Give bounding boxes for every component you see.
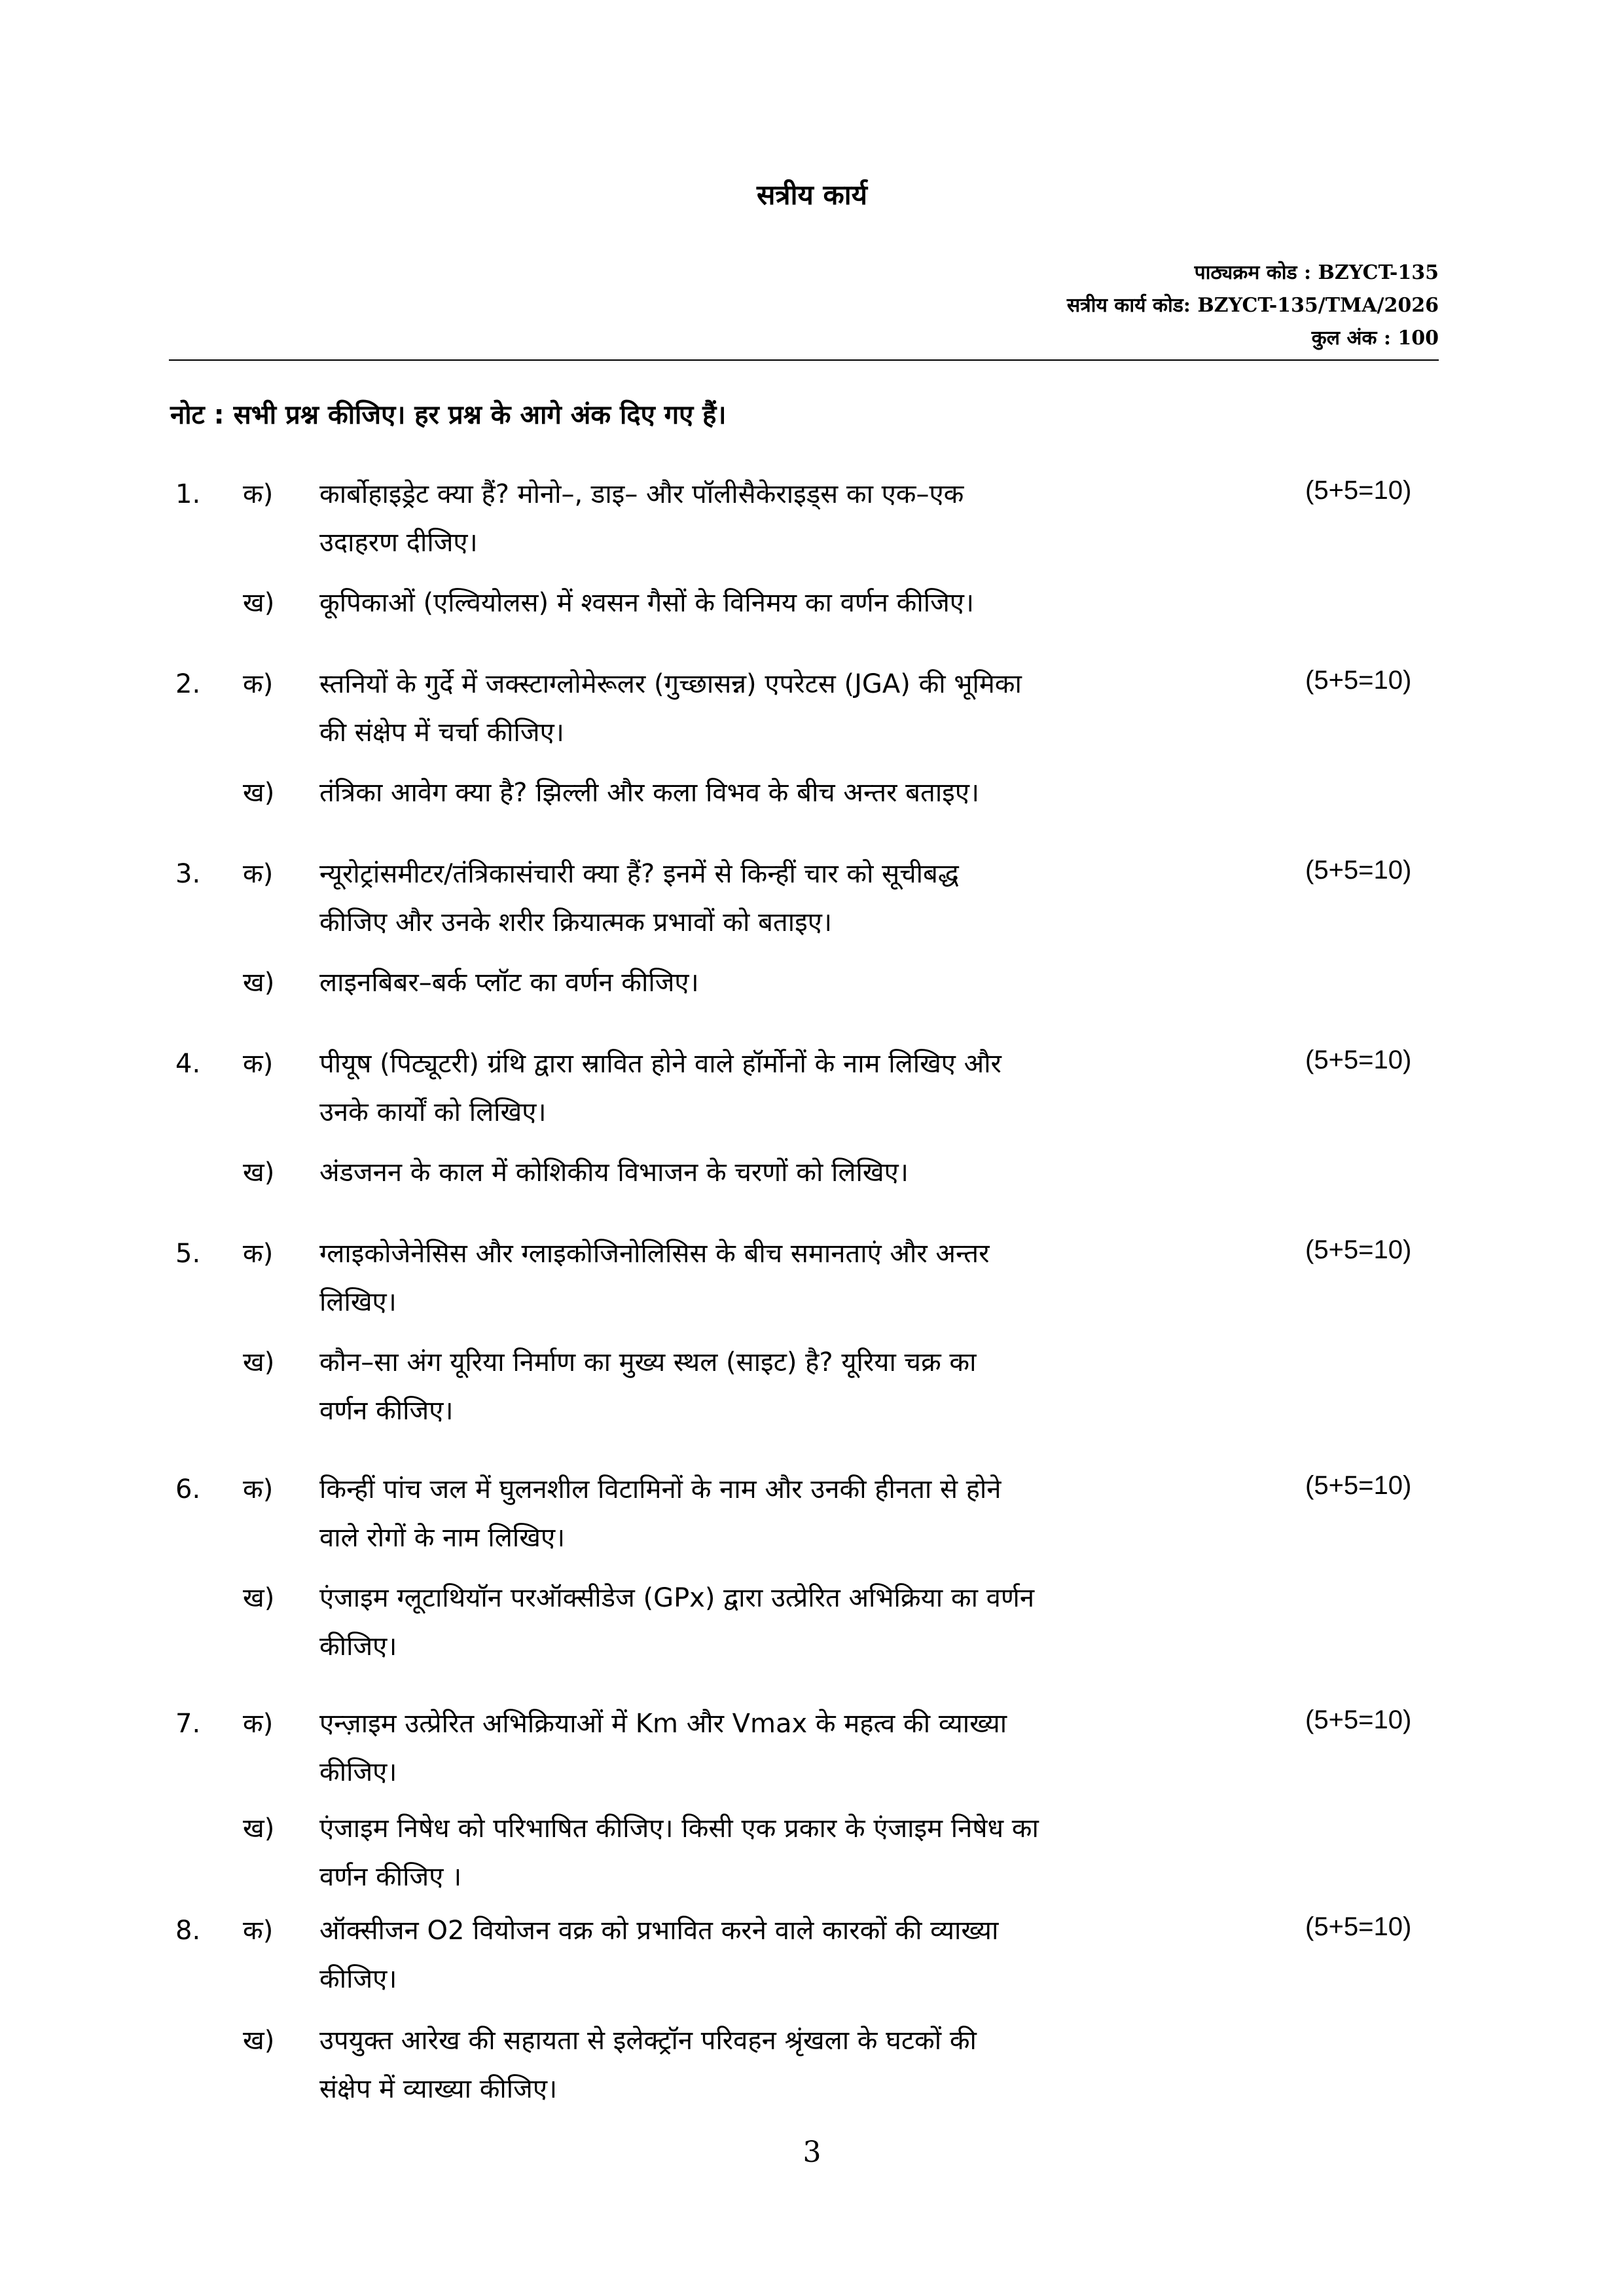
part-text: एंजाइम ग्लूटाथियॉन परऑक्सीडेज (GPx) द्वारा उत्प्रेरित अभिक्रिया का वर्णन कीजिए। (319, 1583, 1035, 1662)
part-label: ख) (243, 1583, 275, 1613)
instruction-note: नोट : सभी प्रश्न कीजिए। हर प्रश्न के आगे अंक दिए गए हैं। (170, 400, 727, 430)
max-marks: कुल अंक : 100 (1311, 327, 1439, 350)
question-number: 3. (175, 859, 201, 889)
course-code: पाठ्यक्रम कोड : BZYCT-135 (1194, 261, 1439, 284)
part-label: क) (243, 479, 274, 509)
question-marks: (5+5=10) (1305, 1235, 1412, 1264)
question-marks: (5+5=10) (1305, 856, 1412, 884)
part-label: क) (243, 669, 274, 699)
part-text: अंडजनन के काल में कोशिकीय विभाजन के चरणों को लिखिए। (319, 1157, 909, 1188)
part-label: क) (243, 1474, 274, 1504)
page-number: 3 (803, 2136, 821, 2169)
part-label: क) (243, 1049, 274, 1079)
question-marks: (5+5=10) (1305, 1471, 1412, 1500)
question-marks: (5+5=10) (1305, 1705, 1412, 1734)
question-number: 6. (175, 1474, 201, 1504)
part-text: उपयुक्त आरेख की सहायता से इलेक्ट्रॉन परिवहन श्रृंखला के घटकों की संक्षेप में व्याख्या कीजिए। (319, 2026, 977, 2104)
part-text: कौन–सा अंग यूरिया निर्माण का मुख्य स्थल (साइट) है? यूरिया चक्र का वर्णन कीजिए। (319, 1347, 977, 1426)
question-marks: (5+5=10) (1305, 1046, 1412, 1074)
part-label: ख) (243, 778, 275, 808)
part-label: ख) (243, 1157, 275, 1188)
part-label: क) (243, 1916, 274, 1946)
document-title: सत्रीय कार्य (757, 179, 867, 211)
question-marks: (5+5=10) (1305, 1912, 1412, 1941)
header-divider (169, 359, 1439, 361)
question-number: 5. (175, 1239, 201, 1269)
question-marks: (5+5=10) (1305, 476, 1412, 505)
part-text: एंजाइम निषेध को परिभाषित कीजिए। किसी एक प्रकार के एंजाइम निषेध का वर्णन कीजिए । (319, 1813, 1039, 1892)
part-text: कूपिकाओं (एल्वियोलस) में श्वसन गैसों के विनिमय का वर्णन कीजिए। (319, 588, 975, 618)
question-marks: (5+5=10) (1305, 666, 1412, 695)
part-text: एन्ज़ाइम उत्प्रेरित अभिक्रियाओं में Km और Vmax के महत्व की व्याख्या कीजिए। (319, 1709, 1007, 1787)
part-text: कार्बोहाइड्रेट क्या हैं? मोनो–, डाइ– और पॉलीसैकेराइड्स का एक–एक उदाहरण दीजिए। (319, 479, 964, 558)
part-label: क) (243, 1709, 274, 1739)
part-label: ख) (243, 588, 275, 618)
question-number: 1. (175, 479, 201, 509)
part-label: क) (243, 859, 274, 889)
part-text: किन्हीं पांच जल में घुलनशील विटामिनों के नाम और उनकी हीनता से होने वाले रोगों के नाम लिखिए। (319, 1474, 1001, 1553)
part-text: लाइनबिबर–बर्क प्लॉट का वर्णन कीजिए। (319, 968, 699, 998)
part-text: ग्लाइकोजेनेसिस और ग्लाइकोजिनोलिसिस के बीच समानताएं और अन्तर लिखिए। (319, 1239, 990, 1317)
question-number: 8. (175, 1916, 201, 1946)
part-label: ख) (243, 2026, 275, 2056)
part-label: क) (243, 1239, 274, 1269)
part-text: स्तनियों के गुर्दे में जक्स्टाग्लोमेरूलर (गुच्छासन्न) एपरेटस (JGA) की भूमिका की संक्षेप में चर्चा कीजिए। (319, 669, 1022, 748)
part-label: ख) (243, 1347, 275, 1377)
part-text: तंत्रिका आवेग क्या है? झिल्ली और कला विभव के बीच अन्तर बताइए। (319, 778, 980, 808)
part-text: पीयूष (पिट्यूटरी) ग्रंथि द्वारा स्रावित होने वाले हॉर्मोनों के नाम लिखिए और उनके कार्यों को लिखिए। (319, 1049, 1001, 1127)
part-text: न्यूरोट्रांसमीटर/तंत्रिकासंचारी क्या हैं? इनमें से किन्हीं चार को सूचीबद्ध कीजिए और उनके शरीर क्रियात्मक प्रभावों को बताइए। (319, 859, 959, 938)
part-text: ऑक्सीजन O2 वियोजन वक्र को प्रभावित करने वाले कारकों की व्याख्या कीजिए। (319, 1916, 999, 1994)
part-label: ख) (243, 1813, 275, 1844)
question-number: 7. (175, 1709, 201, 1739)
part-label: ख) (243, 968, 275, 998)
question-number: 4. (175, 1049, 201, 1079)
question-number: 2. (175, 669, 201, 699)
assignment-meta (1067, 257, 1439, 355)
assignment-code: सत्रीय कार्य कोड: BZYCT-135/TMA/2026 (1066, 294, 1439, 317)
